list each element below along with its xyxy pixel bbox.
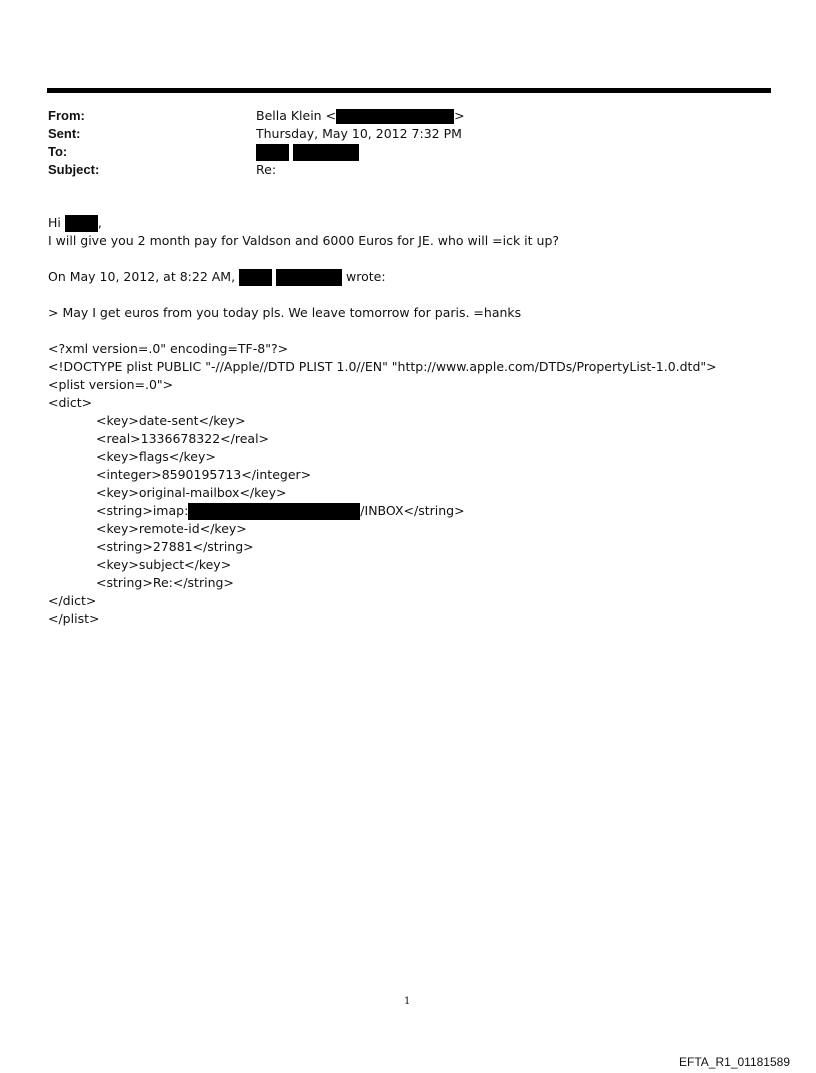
closing-line-1: </dict>: [48, 593, 97, 608]
dict-line-4: <integer>8590195713</integer>: [96, 467, 312, 482]
dict-line-5: <key>original-mailbox</key>: [96, 485, 287, 500]
dict-line-8: <key>subject</key>: [96, 557, 232, 572]
redacted-imap-account: [188, 503, 360, 520]
subject-value: Re:: [256, 162, 277, 177]
quote-intro-prefix: On May 10, 2012, at 8:22 AM,: [48, 269, 236, 284]
quote-intro: [48, 269, 386, 286]
xml-line-1: <?xml version=.0" encoding=TF-8"?>: [48, 341, 289, 356]
redacted-email: [336, 109, 454, 124]
page-number: 1: [404, 996, 411, 1007]
closing-line-2: </plist>: [48, 611, 100, 626]
xml-line-4: <dict>: [48, 395, 93, 410]
dict-line-2: <real>1336678322</real>: [96, 431, 270, 446]
redacted-quote-last: [276, 269, 342, 286]
redacted-to-first: [256, 144, 289, 161]
message-line: I will give you 2 month pay for Valdson and 6000 Euros for JE. who will =ick it up?: [48, 233, 560, 248]
xml-line-3: <plist version=.0">: [48, 377, 174, 392]
greeting-prefix: Hi: [48, 215, 65, 230]
document-id: EFTA_R1_01181589: [679, 1055, 790, 1069]
greeting-suffix: ,: [97, 215, 102, 230]
to-label: To:: [48, 144, 68, 159]
dict-line-3: <key>flags</key>: [96, 449, 216, 464]
to-value: [256, 144, 359, 161]
from-label: From:: [48, 108, 85, 123]
sent-value: Thursday, May 10, 2012 7:32 PM: [256, 126, 462, 141]
redacted-to-last: [293, 144, 359, 161]
sent-label: Sent:: [48, 126, 81, 141]
redacted-greeting-name: [65, 215, 98, 232]
subject-label: Subject:: [48, 162, 100, 177]
dict-line-1: <key>date-sent</key>: [96, 413, 246, 428]
imap-suffix: /INBOX</string>: [360, 503, 465, 518]
from-value: [256, 108, 465, 124]
dict-line-6: <key>remote-id</key>: [96, 521, 247, 536]
header-divider: [47, 88, 771, 93]
imap-prefix: <string>imap:: [96, 503, 189, 518]
from-name: Bella Klein <: [256, 108, 337, 123]
dict-line-9: <string>Re:</string>: [96, 575, 234, 590]
imap-line: [96, 503, 465, 520]
redacted-quote-first: [239, 269, 272, 286]
greeting: [48, 215, 102, 232]
quoted-message: > May I get euros from you today pls. We leave tomorrow for paris. =hanks: [48, 305, 522, 320]
quote-intro-suffix: wrote:: [342, 269, 386, 284]
from-close: >: [454, 108, 465, 123]
dict-line-7: <string>27881</string>: [96, 539, 254, 554]
xml-line-2: <!DOCTYPE plist PUBLIC "-//Apple//DTD PLIST 1.0//EN" "http://www.apple.com/DTDs/PropertyList-1.0.dtd">: [48, 359, 717, 374]
